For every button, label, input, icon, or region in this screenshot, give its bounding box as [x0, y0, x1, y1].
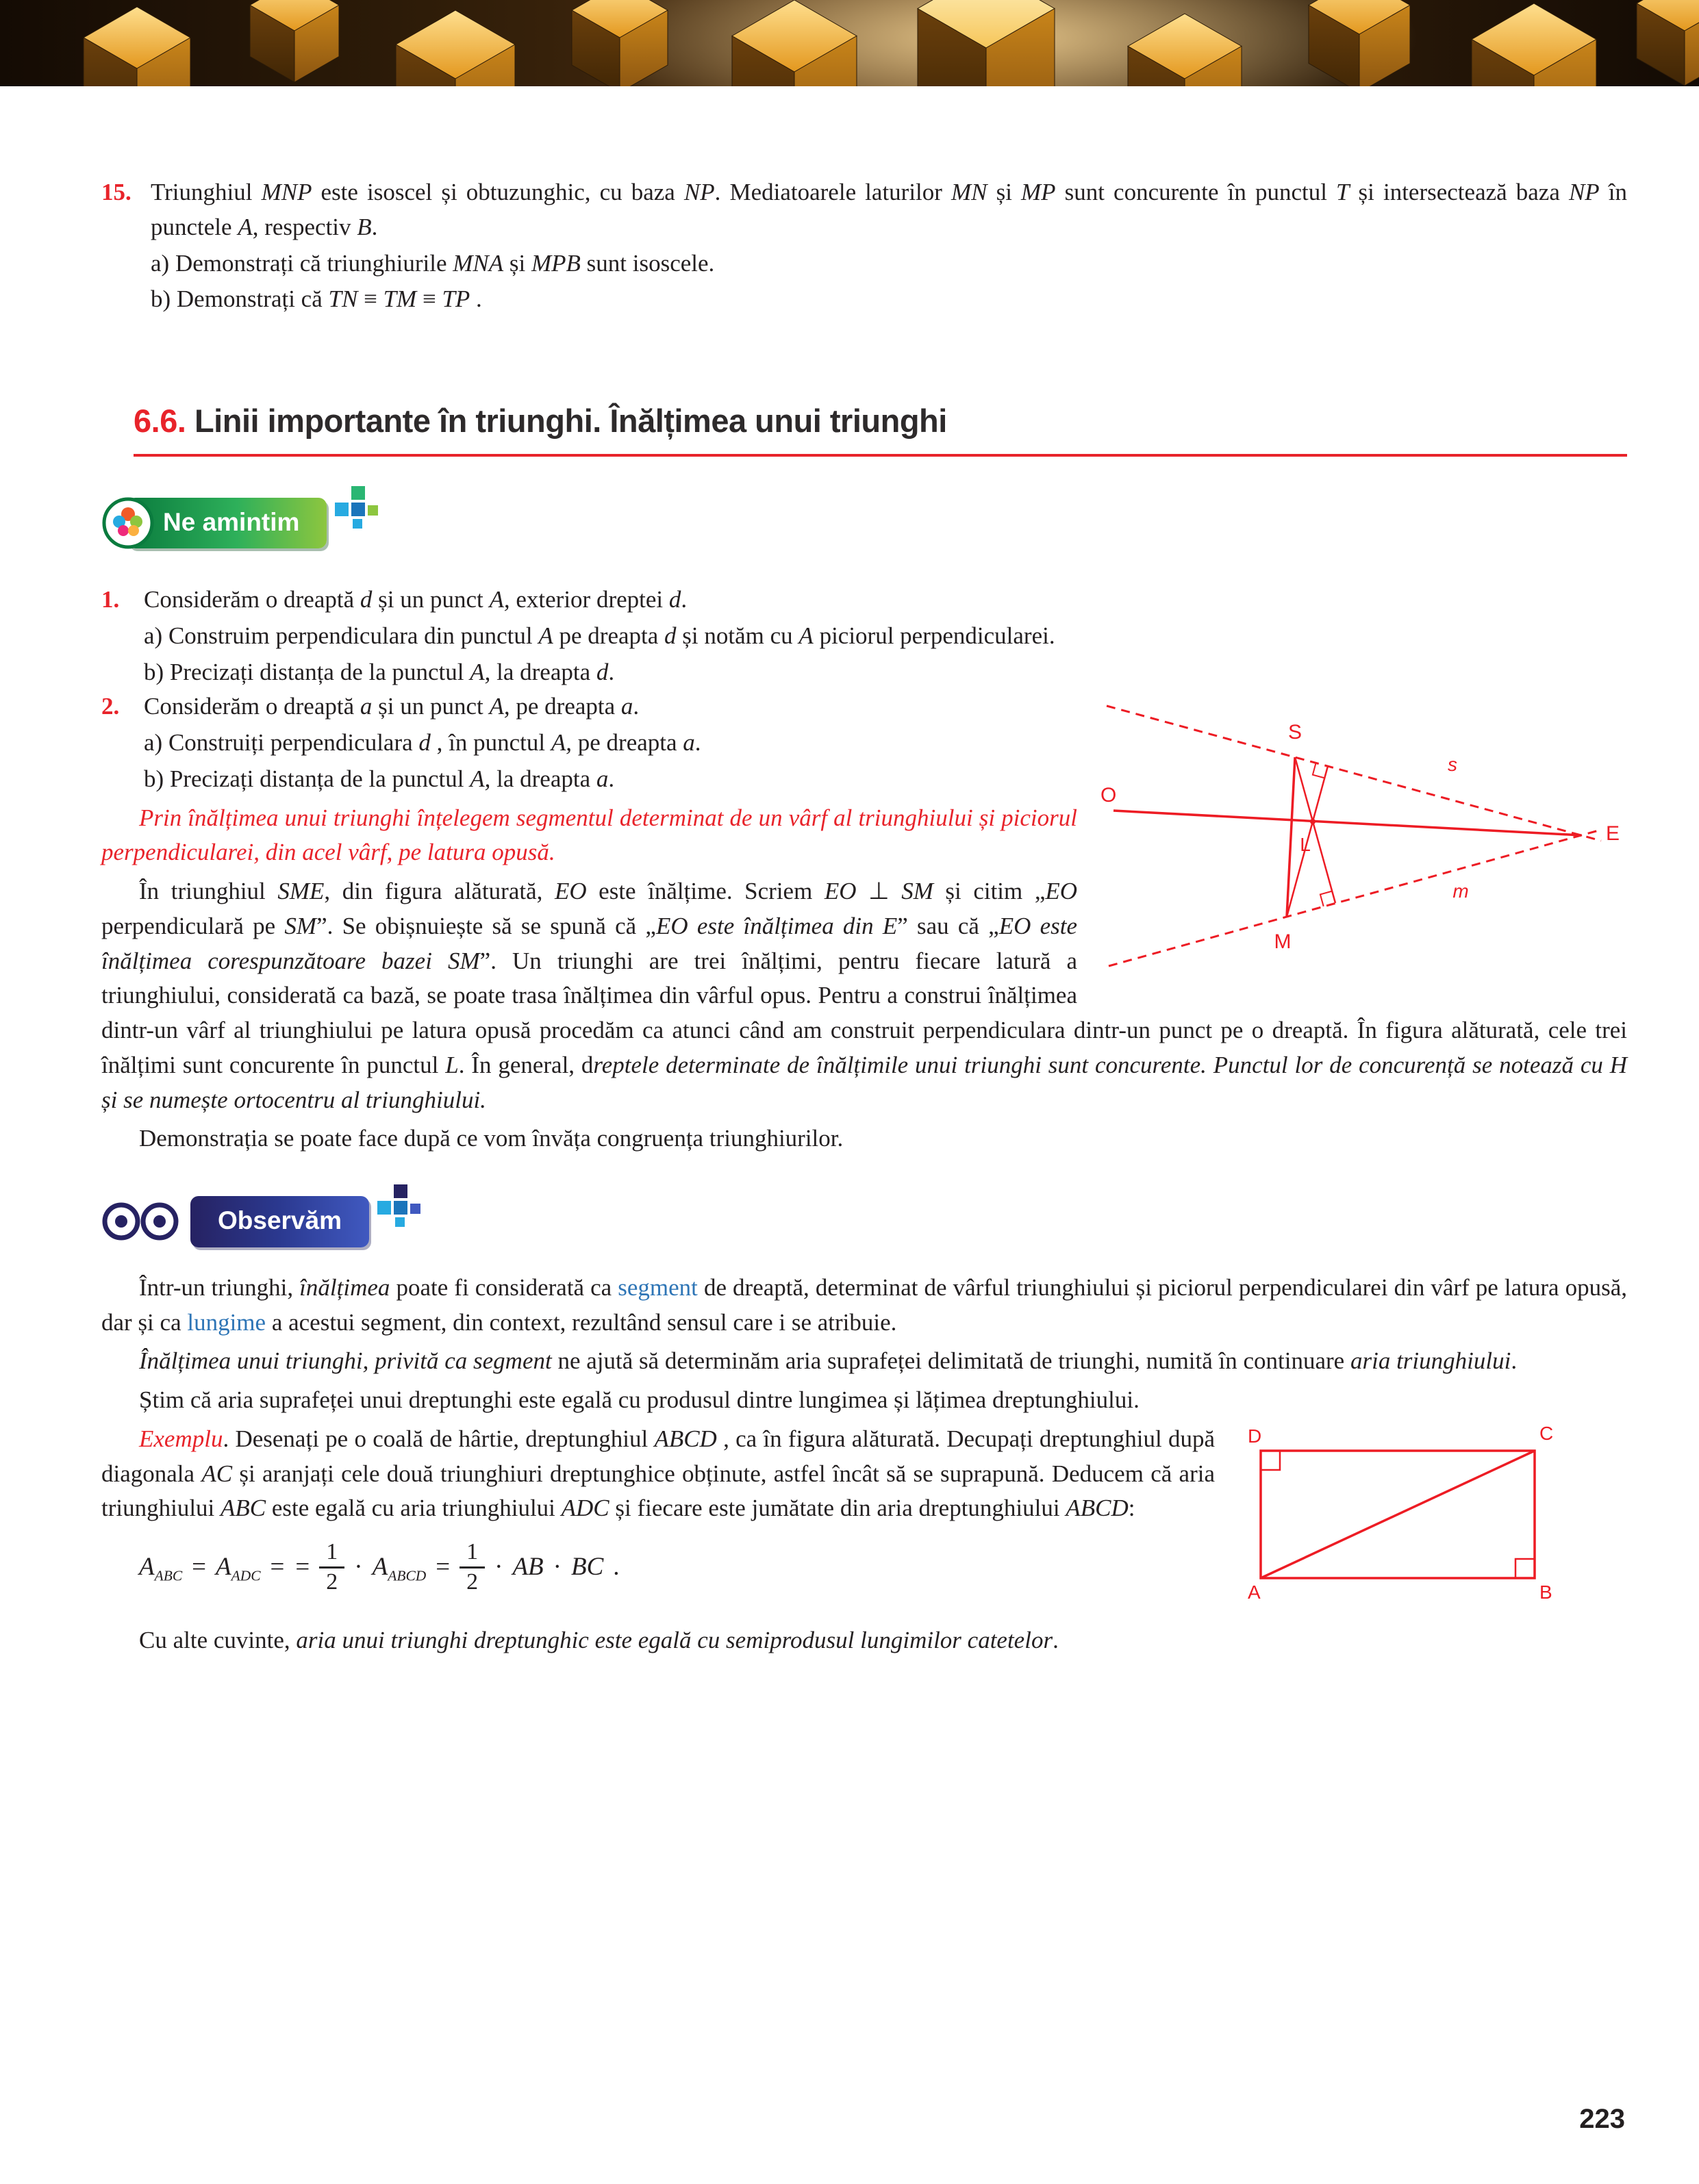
header-cubes-graphic — [0, 0, 1699, 86]
sme-label-m-vertex: M — [1274, 930, 1292, 954]
height-eo-line — [1113, 811, 1581, 835]
problem-15-intro: Triunghiul MNP este isoscel și obtuzunghic, cu baza NP. Mediatoarele laturilor MN și MP sunt concurente în punctul T și intersectează baza NP în punctele A, respectiv B. — [151, 179, 1627, 240]
recall-item-2b: b) Precizați distanța de la punctul A, la dreapta a. — [144, 765, 615, 792]
problem-15 — [101, 175, 1627, 245]
formula-term: $A_{ABCD}$ — [372, 1552, 427, 1584]
rect-label-c: C — [1539, 1424, 1554, 1444]
section-heading — [134, 398, 1627, 457]
dot-operator: · — [553, 1553, 562, 1582]
observe-paragraph-3: Știm că aria suprafeței unui dreptunghi este egală cu produsul dintre lungimea și lățimea dreptunghiului. — [139, 1386, 1140, 1414]
equals-sign: = — [270, 1553, 285, 1582]
sme-label-e: E — [1606, 822, 1620, 846]
recall-item-2-number: 2. — [101, 693, 120, 720]
sme-label-s-vertex: S — [1287, 721, 1302, 744]
recall-item-1-text: Considerăm o dreaptă d și un punct A, exterior dreptei d. — [144, 586, 688, 613]
rect-label-b: B — [1539, 1581, 1552, 1603]
formula-term: $A_{ADC}$ — [216, 1552, 261, 1584]
problem-15-item-a: a) Demonstrați că triunghiurile MNA și MPB sunt isoscele. — [151, 249, 715, 277]
equals-sign: = — [192, 1553, 207, 1582]
brain-icon — [101, 496, 155, 550]
remember-pixel-decoration — [333, 485, 383, 544]
page-number: 223 — [1579, 2104, 1625, 2134]
formula-term: $A_{ABC}$ — [139, 1552, 183, 1584]
height-definition: Prin înălțimea unui triunghi înțelegem segmentul determinat de un vârf al triunghiului și piciorul perpendicularei, din acel vârf, pe latura opusă. — [101, 804, 1077, 866]
height-from-s-line — [1295, 757, 1335, 903]
recall-item-1a: a) Construim perpendiculara din punctul A pe dreapta d și notăm cu A piciorul perpendicularei. — [144, 622, 1055, 649]
problem-15-item-b: b) Demonstrați că TN ≡ TM ≡ TP . — [151, 285, 482, 313]
observe-badge — [101, 1196, 1627, 1247]
conclusion-paragraph: Cu alte cuvinte, aria unui triunghi dreptunghic este egală cu semiprodusul lungimilor catetelor. — [139, 1626, 1059, 1653]
right-angle-mark-b — [1515, 1559, 1535, 1578]
formula-period: . — [613, 1553, 620, 1582]
dot-operator: · — [354, 1553, 363, 1582]
recall-item-2a: a) Construiți perpendiculara d , în punctul A, pe dreapta a. — [144, 729, 701, 757]
diagonal-ac-line — [1261, 1451, 1535, 1578]
dot-operator: · — [494, 1553, 503, 1582]
fraction-one-half: $\frac{1}{2}$ — [460, 1540, 485, 1595]
problem-15-number: 15. — [101, 179, 131, 205]
remember-badge-label: Ne amintim — [127, 498, 327, 549]
area-formula — [139, 1540, 1215, 1595]
equals-sign: = — [295, 1553, 310, 1582]
recall-item-1b: b) Precizați distanța de la punctul A, la dreapta d. — [144, 658, 615, 685]
paragraph-demo: Demonstrația se poate face după ce vom învăța congruența triunghiurilor. — [139, 1125, 844, 1152]
sme-label-o: O — [1100, 784, 1117, 807]
rect-label-a: A — [1248, 1581, 1261, 1603]
recall-section — [101, 583, 1627, 1156]
fraction-one-half: $\frac{1}{2}$ — [319, 1540, 344, 1595]
observe-badge-label: Observăm — [190, 1196, 369, 1247]
right-angle-mark-d — [1261, 1451, 1280, 1470]
example-paragraph: Exemplu. Desenați pe o coală de hârtie, dreptunghiul ABCD , ca în figura alăturată. Decupați dreptunghiul după diagonala AC și aranjați cele două triunghiuri dreptunghice obținute, astfel încât să se suprapună. Deducem că aria triunghiului ABC este egală cu aria triunghiului ADC și fiecare este jumătate din aria dreptunghiului ABCD: — [101, 1425, 1215, 1522]
recall-item-2-text: Considerăm o dreaptă a și un punct A, pe dreapta a. — [144, 693, 640, 720]
orthocenter-point — [1310, 819, 1316, 824]
remember-badge — [101, 496, 1627, 550]
formula-term: BC — [570, 1553, 604, 1582]
section-number: 6.6. — [134, 403, 186, 439]
eyes-icon — [101, 1202, 181, 1241]
page-content — [0, 86, 1699, 1658]
rect-label-d: D — [1248, 1425, 1262, 1447]
recall-item-1 — [101, 583, 1627, 618]
header-banner-image — [0, 0, 1699, 86]
side-me-line — [1109, 830, 1601, 966]
formula-term: AB — [512, 1553, 544, 1582]
sme-label-l: L — [1300, 834, 1311, 856]
sme-label-side-s: s — [1448, 754, 1457, 776]
equals-sign: = — [436, 1553, 451, 1582]
right-angle-mark-top — [1313, 763, 1324, 778]
sme-label-side-m: m — [1452, 880, 1469, 902]
observe-pixel-decoration — [376, 1183, 425, 1243]
section-title: Linii importante în triunghi. Înălțimea unui triunghi — [194, 403, 947, 439]
paragraph-sme: În triunghiul SME, din figura alăturată, EO este înălțime. Scriem EO ⊥ SM și citim „EO perpendiculară pe SM”. Se obișnuiește să se spună că „EO este înălțimea din E” sau că „EO este înălțimea corespunzătoare bazei SM”. Un triunghi are trei înălțimi, pentru fiecare latură a triunghiului, considerată ca bază, se poate trasa înălțimea din vârful opus. Pentru a construi înălțimea dintr-un vârf al triunghiului pe latura opusă procedăm ca atunci când am construit perpendiculara dintr-un punct pe o dreaptă. În figura alăturată, cele trei înălțimi sunt concurente în punctul L. În general, dreptele determinate de înălțimile unui triunghi sunt concurente. Punctul lor de concurență se notează cu H și se numește ortocentru al triunghiului. — [101, 878, 1627, 1113]
observe-paragraph-2: Înălțimea unui triunghi, privită ca segment ne ajută să determinăm aria suprafeței delimitată de triunghi, numită în continuare aria triunghiului. — [139, 1347, 1518, 1375]
observe-paragraph-1: Într-un triunghi, înălțimea poate fi considerată ca segment de dreaptă, determinat de vârful triunghiului și piciorul perpendicularei din vârf pe latura opusă, dar și ca lungime a acestui segment, din context, rezultând sensul care i se atribuie. — [101, 1273, 1627, 1336]
side-se-line — [1107, 706, 1601, 841]
rectangle-abcd-figure — [1244, 1425, 1565, 1615]
recall-item-1-number: 1. — [101, 586, 120, 613]
triangle-sme-figure — [1096, 692, 1627, 978]
